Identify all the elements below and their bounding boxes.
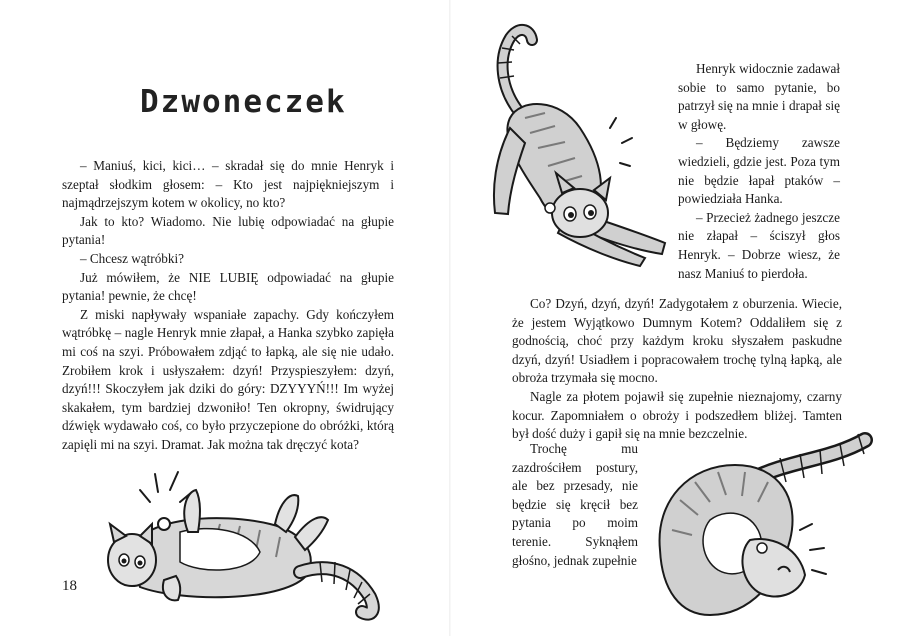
chapter-title: Dzwoneczek bbox=[140, 84, 347, 120]
paragraph: Trochę mu zazdrościłem postury, ale bez przesady, nie będzie się kręcił bez pytania po moim terenie. Syknąłem głośno, jednak zupełnie bbox=[512, 441, 638, 568]
cat-curled-illustration bbox=[640, 420, 890, 630]
page-number: 18 bbox=[62, 578, 77, 594]
paragraph: – Chcesz wątróbki? bbox=[80, 250, 184, 266]
paragraph: Nagle za płotem pojawił się zupełnie nieznajomy, czarny kocur. Zapomniałem o obroży i podszedłem bliżej. Tamten był dość duży i gapił się na mnie bezczelnie. bbox=[512, 388, 842, 442]
book-gutter bbox=[449, 0, 451, 636]
paragraph: Z miski napływały wspaniałe zapachy. Gdy kończyłem wątróbkę – nagle Henryk mnie złapał, a Hanka szybko zapięła mi coś na szyi. Próbowałem zdjąć to łapką, ale się nie udało. Zrobiłem krok i usłyszałem: dzyń! Przyspieszyłem: dzyń, dzyń!!! Skoczyłem jak dziki do góry: DZYYYŃ!!! Im wyżej skakałem, tym bardziej dzwoniło! Ten okropny, świdrujący dźwięk wydawało coś, co było przyczepione do obróżki, którą zapięli mi na szyi. Dramat. Jak można tak dręczyć kota? bbox=[62, 306, 394, 452]
paragraph: Już mówiłem, że NIE LUBIĘ odpowiadać na głupie pytania! pewnie, że chcę! bbox=[62, 269, 394, 304]
right-page-top-text bbox=[678, 60, 840, 283]
paragraph: – Będziemy zawsze wiedzieli, gdzie jest. Poza tym nie będzie łapał ptaków – powiedziała Hanka. bbox=[678, 135, 840, 207]
right-page-narrow-text bbox=[512, 440, 638, 570]
paragraph: Jak to kto? Wiadomo. Nie lubię odpowiadać na głupie pytania! bbox=[62, 213, 394, 248]
paragraph: Henryk widocznie zadawał sobie to samo pytanie, bo patrzył się na mnie i drapał się w głowę. bbox=[678, 61, 840, 132]
paragraph: Co? Dzyń, dzyń, dzyń! Zadygotałem z oburzenia. Wiecie, że jestem Wyjątkowo Dumnym Kotem? Oddaliłem się z godnością, choć przy każdym kroku słyszałem paskudne dzyń, dzyń! Usiadłem i popracowałem trochę tylną łapką, ale obroża trzymała się mocno. bbox=[512, 296, 842, 386]
paragraph: – Przecież żadnego jeszcze nie złapał – ściszył głos Henryk. – Dobrze wiesz, że nasz Maniuś to pierdoła. bbox=[678, 209, 840, 281]
left-page-text bbox=[62, 157, 394, 455]
paragraph: – Maniuś, kici, kici… – skradał się do mnie Henryk i szeptał słodkim głosem: – Kto jest najpiękniejszym i najmądrzejszym kotem w okolicy, no kto? bbox=[62, 158, 394, 211]
cat-lying-illustration bbox=[100, 462, 400, 622]
cat-stretching-illustration bbox=[470, 18, 675, 268]
